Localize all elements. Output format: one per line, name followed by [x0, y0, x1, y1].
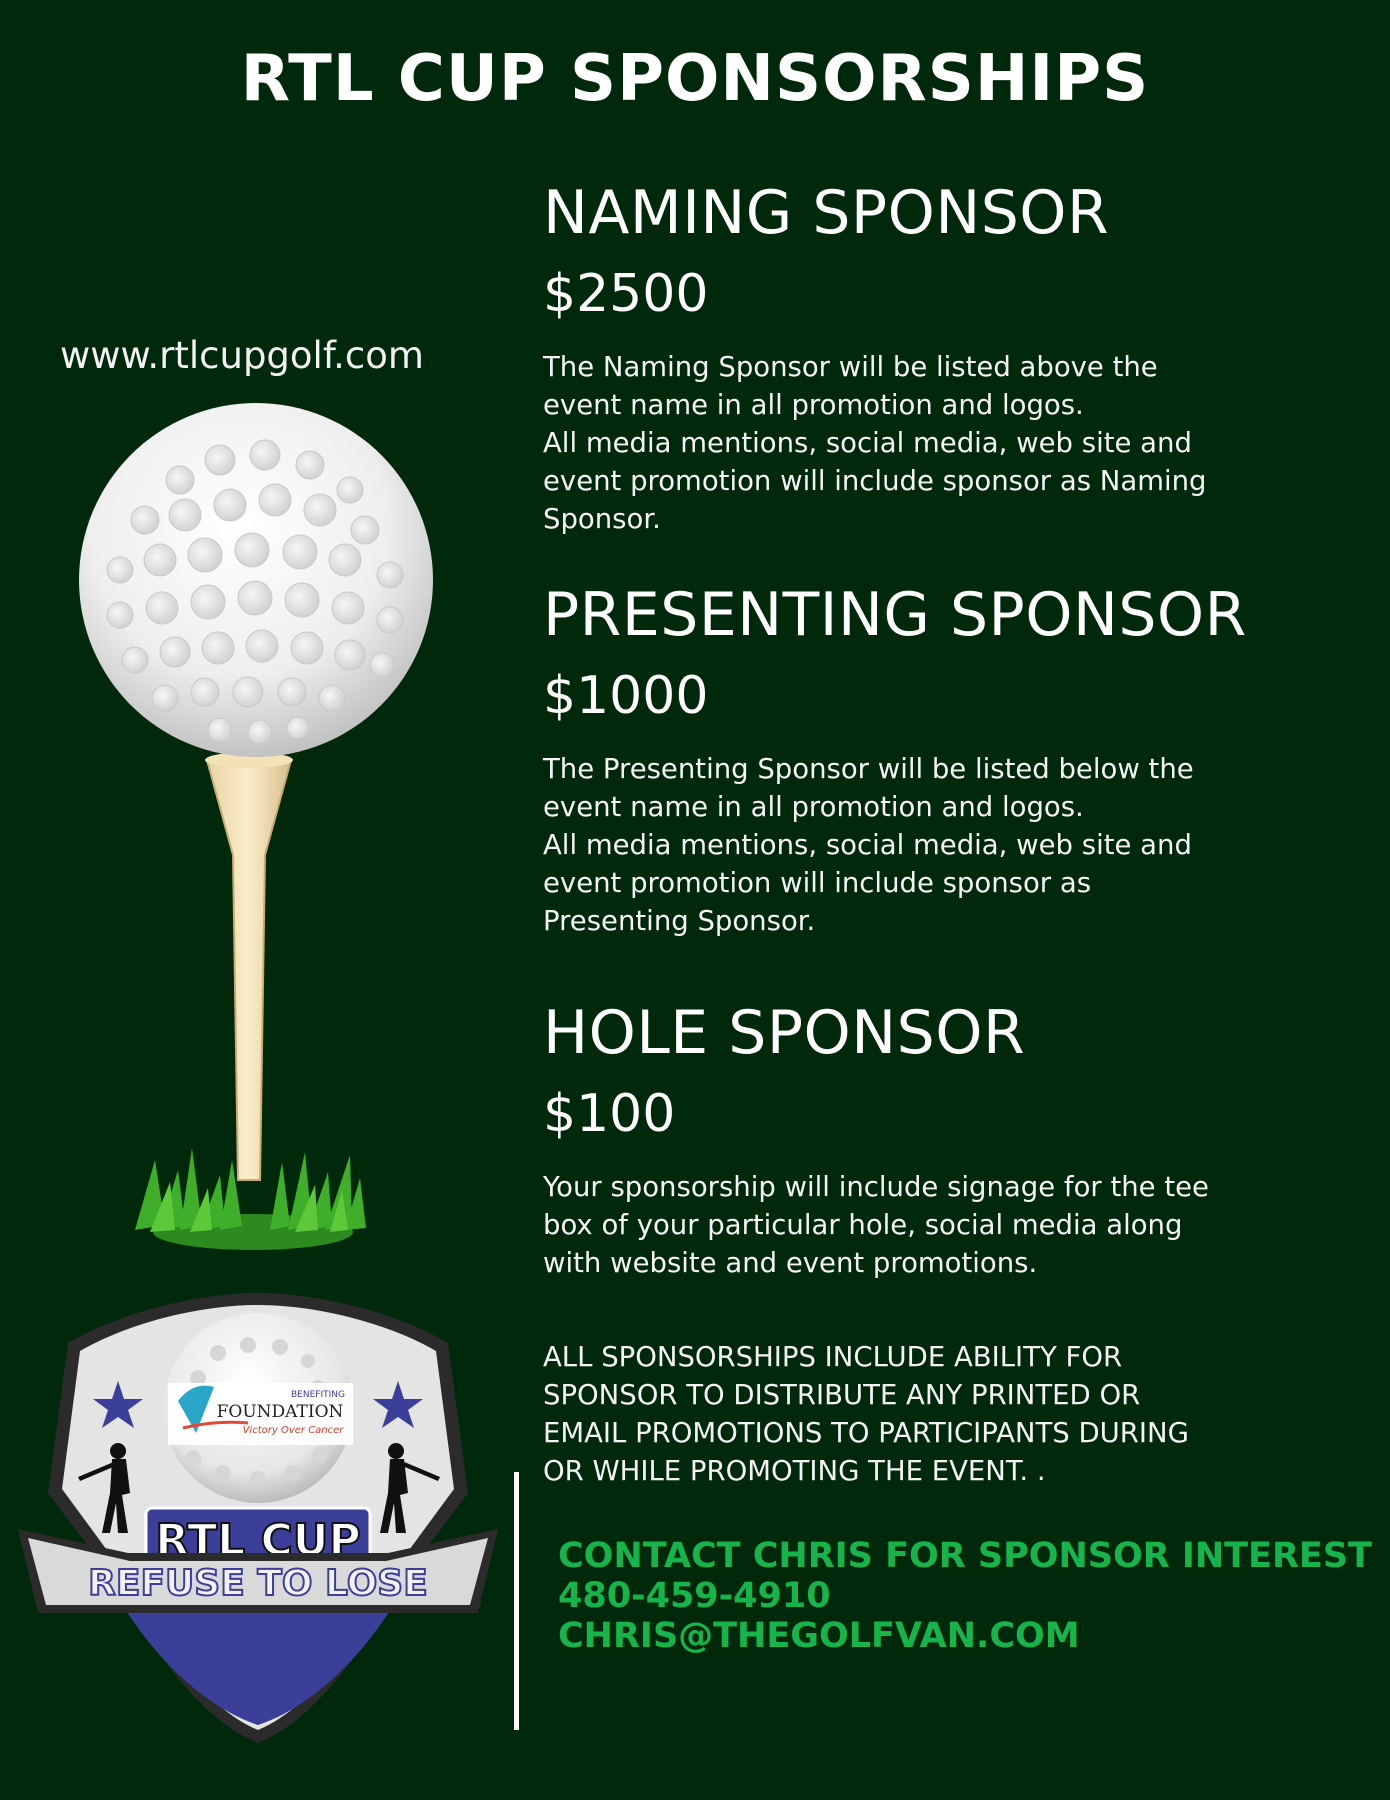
tier-name: PRESENTING SPONSOR [543, 580, 1247, 650]
all-sponsorships-note: ALL SPONSORSHIPS INCLUDE ABILITY FOR SPONSOR TO DISTRIBUTE ANY PRINTED OR EMAIL PROMOTIONS TO PARTICIPANTS DURING OR WHILE PROMOTING THE EVENT. . [543, 1341, 1189, 1487]
svg-text:FOUNDATION: FOUNDATION [216, 1402, 344, 1422]
golf-ball-on-tee-illustration [60, 400, 440, 1260]
contact-email[interactable]: CHRIS@THEGOLFVAN.COM [558, 1616, 1080, 1656]
website-url: www.rtlcupgolf.com [60, 334, 424, 377]
rtl-cup-badge-logo [18, 1283, 498, 1753]
tier-presenting-sponsor [543, 580, 1343, 940]
contact-phone[interactable]: 480-459-4910 [558, 1576, 831, 1616]
tier-name: HOLE SPONSOR [543, 998, 1026, 1068]
tier-description: Your sponsorship will include signage for the tee box of your particular hole, social media along with website and event promotions. [543, 1171, 1209, 1279]
page-title: RTL CUP SPONSORSHIPS [240, 42, 1150, 116]
contact-heading: CONTACT CHRIS FOR SPONSOR INTEREST [558, 1536, 1372, 1576]
banner-bottom-text: REFUSE TO LOSE [88, 1563, 428, 1604]
tier-description: The Presenting Sponsor will be listed below the event name in all promotion and logos. All media mentions, social media, web site and event promotion will include sponsor as Presenting Sponsor. [543, 753, 1194, 937]
tier-name: NAMING SPONSOR [543, 178, 1110, 248]
tier-price: $1000 [543, 666, 709, 726]
tier-naming-sponsor [543, 178, 1343, 538]
contact-block [558, 1536, 1372, 1656]
tier-price: $2500 [543, 264, 709, 324]
svg-text:Victory Over Cancer: Victory Over Cancer [242, 1425, 344, 1436]
tier-hole-sponsor [543, 998, 1343, 1282]
banner-top-text: RTL CUP [155, 1515, 361, 1566]
tier-price: $100 [543, 1084, 676, 1144]
tier-description: The Naming Sponsor will be listed above the event name in all promotion and logos. All media mentions, social media, web site and event promotion will include sponsor as Naming Sponsor. [543, 351, 1207, 535]
svg-text:BENEFITING: BENEFITING [291, 1390, 345, 1400]
vertical-divider [514, 1472, 519, 1730]
